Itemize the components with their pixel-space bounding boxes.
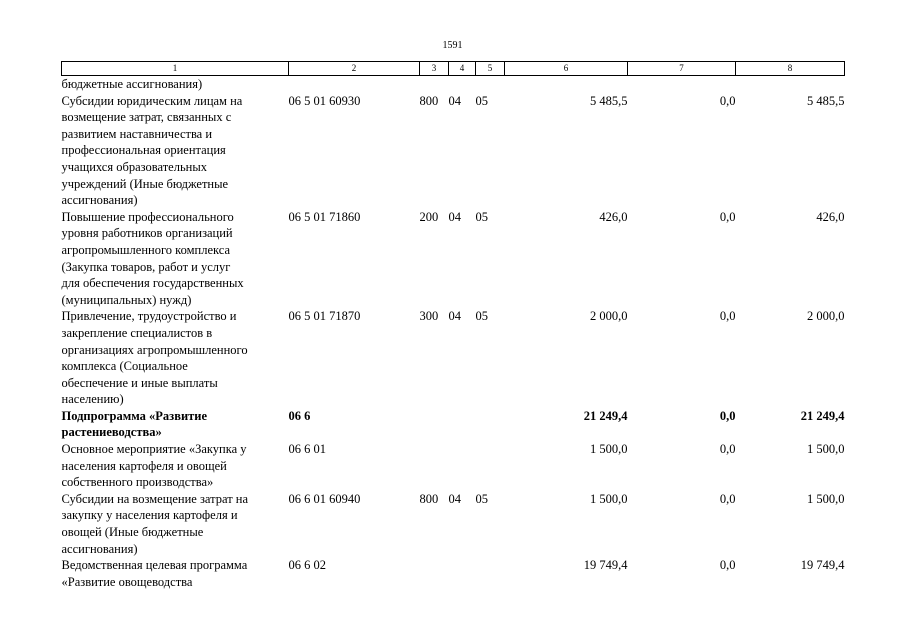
row-col5: 05 <box>475 491 488 506</box>
row-amount-6 <box>505 76 628 93</box>
column-header-2: 2 <box>289 62 420 76</box>
row-amount-6: 2 000,0 <box>590 309 628 324</box>
row-col4: 04 <box>448 309 461 324</box>
row-amount-8: 1 500,0 <box>807 442 845 457</box>
row-name: Повышение профессионального уровня работников организаций агропромышленного комплекса (Закупка товаров, работ и услуг для обеспечения государственных (муниципальных) нужд) <box>61 209 244 307</box>
row-col3 <box>420 408 449 441</box>
row-amount-6: 426,0 <box>599 209 628 224</box>
row-amount-8: 426,0 <box>816 209 845 224</box>
column-header-7: 7 <box>628 62 736 76</box>
row-col4 <box>449 441 476 491</box>
row-col3: 300 <box>419 309 439 324</box>
row-code: 06 5 01 71860 <box>288 209 361 224</box>
row-amount-6: 1 500,0 <box>590 491 628 506</box>
column-header-6: 6 <box>505 62 628 76</box>
row-name: Подпрограмма «Развитие растениеводства» <box>61 408 208 440</box>
table-row-subprogram <box>62 408 845 441</box>
row-name: бюджетные ассигнования) <box>61 77 203 91</box>
row-amount-8: 5 485,5 <box>807 93 845 108</box>
row-amount-7: 0,0 <box>719 442 736 457</box>
row-amount-6: 1 500,0 <box>590 442 628 457</box>
table-row <box>62 93 845 209</box>
row-amount-7: 0,0 <box>719 558 736 573</box>
row-code: 06 6 02 <box>288 558 326 573</box>
table-row <box>62 76 845 93</box>
row-amount-8 <box>736 76 845 93</box>
table-row <box>62 209 845 309</box>
row-col5: 05 <box>475 209 488 224</box>
row-amount-6: 19 749,4 <box>583 558 628 573</box>
row-amount-6: 21 249,4 <box>583 408 628 423</box>
row-amount-8: 2 000,0 <box>807 309 845 324</box>
column-header-4: 4 <box>449 62 476 76</box>
column-header-8: 8 <box>736 62 845 76</box>
row-amount-6: 5 485,5 <box>590 93 628 108</box>
row-col5 <box>476 441 505 491</box>
row-code: 06 6 <box>288 408 311 423</box>
budget-table <box>61 61 845 590</box>
row-col4 <box>449 408 476 441</box>
row-col3: 800 <box>419 93 439 108</box>
row-col5 <box>476 408 505 441</box>
row-col3 <box>420 76 449 93</box>
row-code: 06 6 01 60940 <box>288 491 361 506</box>
row-col4: 04 <box>448 209 461 224</box>
row-amount-7 <box>628 76 736 93</box>
row-col5: 05 <box>475 309 488 324</box>
row-name: Субсидии юридическим лицам на возмещение затрат, связанных с развитием наставничества и профессиональная ориентация учащихся образовательных учреждений (Иные бюджетные ассигнования) <box>61 93 243 208</box>
row-name: Субсидии на возмещение затрат на закупку у населения картофеля и овощей (Иные бюджетные ассигнования) <box>61 491 249 556</box>
row-code: 06 6 01 <box>288 442 326 457</box>
row-col3: 800 <box>419 491 439 506</box>
column-number-header <box>62 62 845 76</box>
row-amount-7: 0,0 <box>719 491 736 506</box>
table-row <box>62 491 845 557</box>
column-header-5: 5 <box>476 62 505 76</box>
table-row <box>62 308 845 408</box>
table-row <box>62 557 845 590</box>
row-code <box>289 76 420 93</box>
table-row <box>62 441 845 491</box>
row-col4: 04 <box>448 93 461 108</box>
row-amount-7: 0,0 <box>719 309 736 324</box>
row-col3 <box>420 441 449 491</box>
row-amount-7: 0,0 <box>719 209 736 224</box>
row-col5 <box>476 557 505 590</box>
row-code: 06 5 01 71870 <box>288 309 361 324</box>
row-amount-8: 21 249,4 <box>800 408 845 423</box>
row-col4: 04 <box>448 491 461 506</box>
row-col3: 200 <box>419 209 439 224</box>
row-name: Ведомственная целевая программа «Развитие овощеводства <box>61 558 248 589</box>
column-header-3: 3 <box>420 62 449 76</box>
page-number: 1591 <box>442 40 463 51</box>
row-name: Привлечение, трудоустройство и закрепление специалистов в организациях агропромышленного комплекса (Социальное обеспечение и иные выплаты населению) <box>61 309 248 407</box>
row-amount-7: 0,0 <box>719 408 736 423</box>
row-col4 <box>449 76 476 93</box>
row-col4 <box>449 557 476 590</box>
row-amount-8: 19 749,4 <box>800 558 845 573</box>
row-amount-7: 0,0 <box>719 93 736 108</box>
row-amount-8: 1 500,0 <box>807 491 845 506</box>
row-col5 <box>476 76 505 93</box>
row-col3 <box>420 557 449 590</box>
row-name: Основное мероприятие «Закупка у населения картофеля и овощей собственного производства» <box>61 442 247 490</box>
row-col5: 05 <box>475 93 488 108</box>
row-code: 06 5 01 60930 <box>288 93 361 108</box>
column-header-1: 1 <box>62 62 289 76</box>
